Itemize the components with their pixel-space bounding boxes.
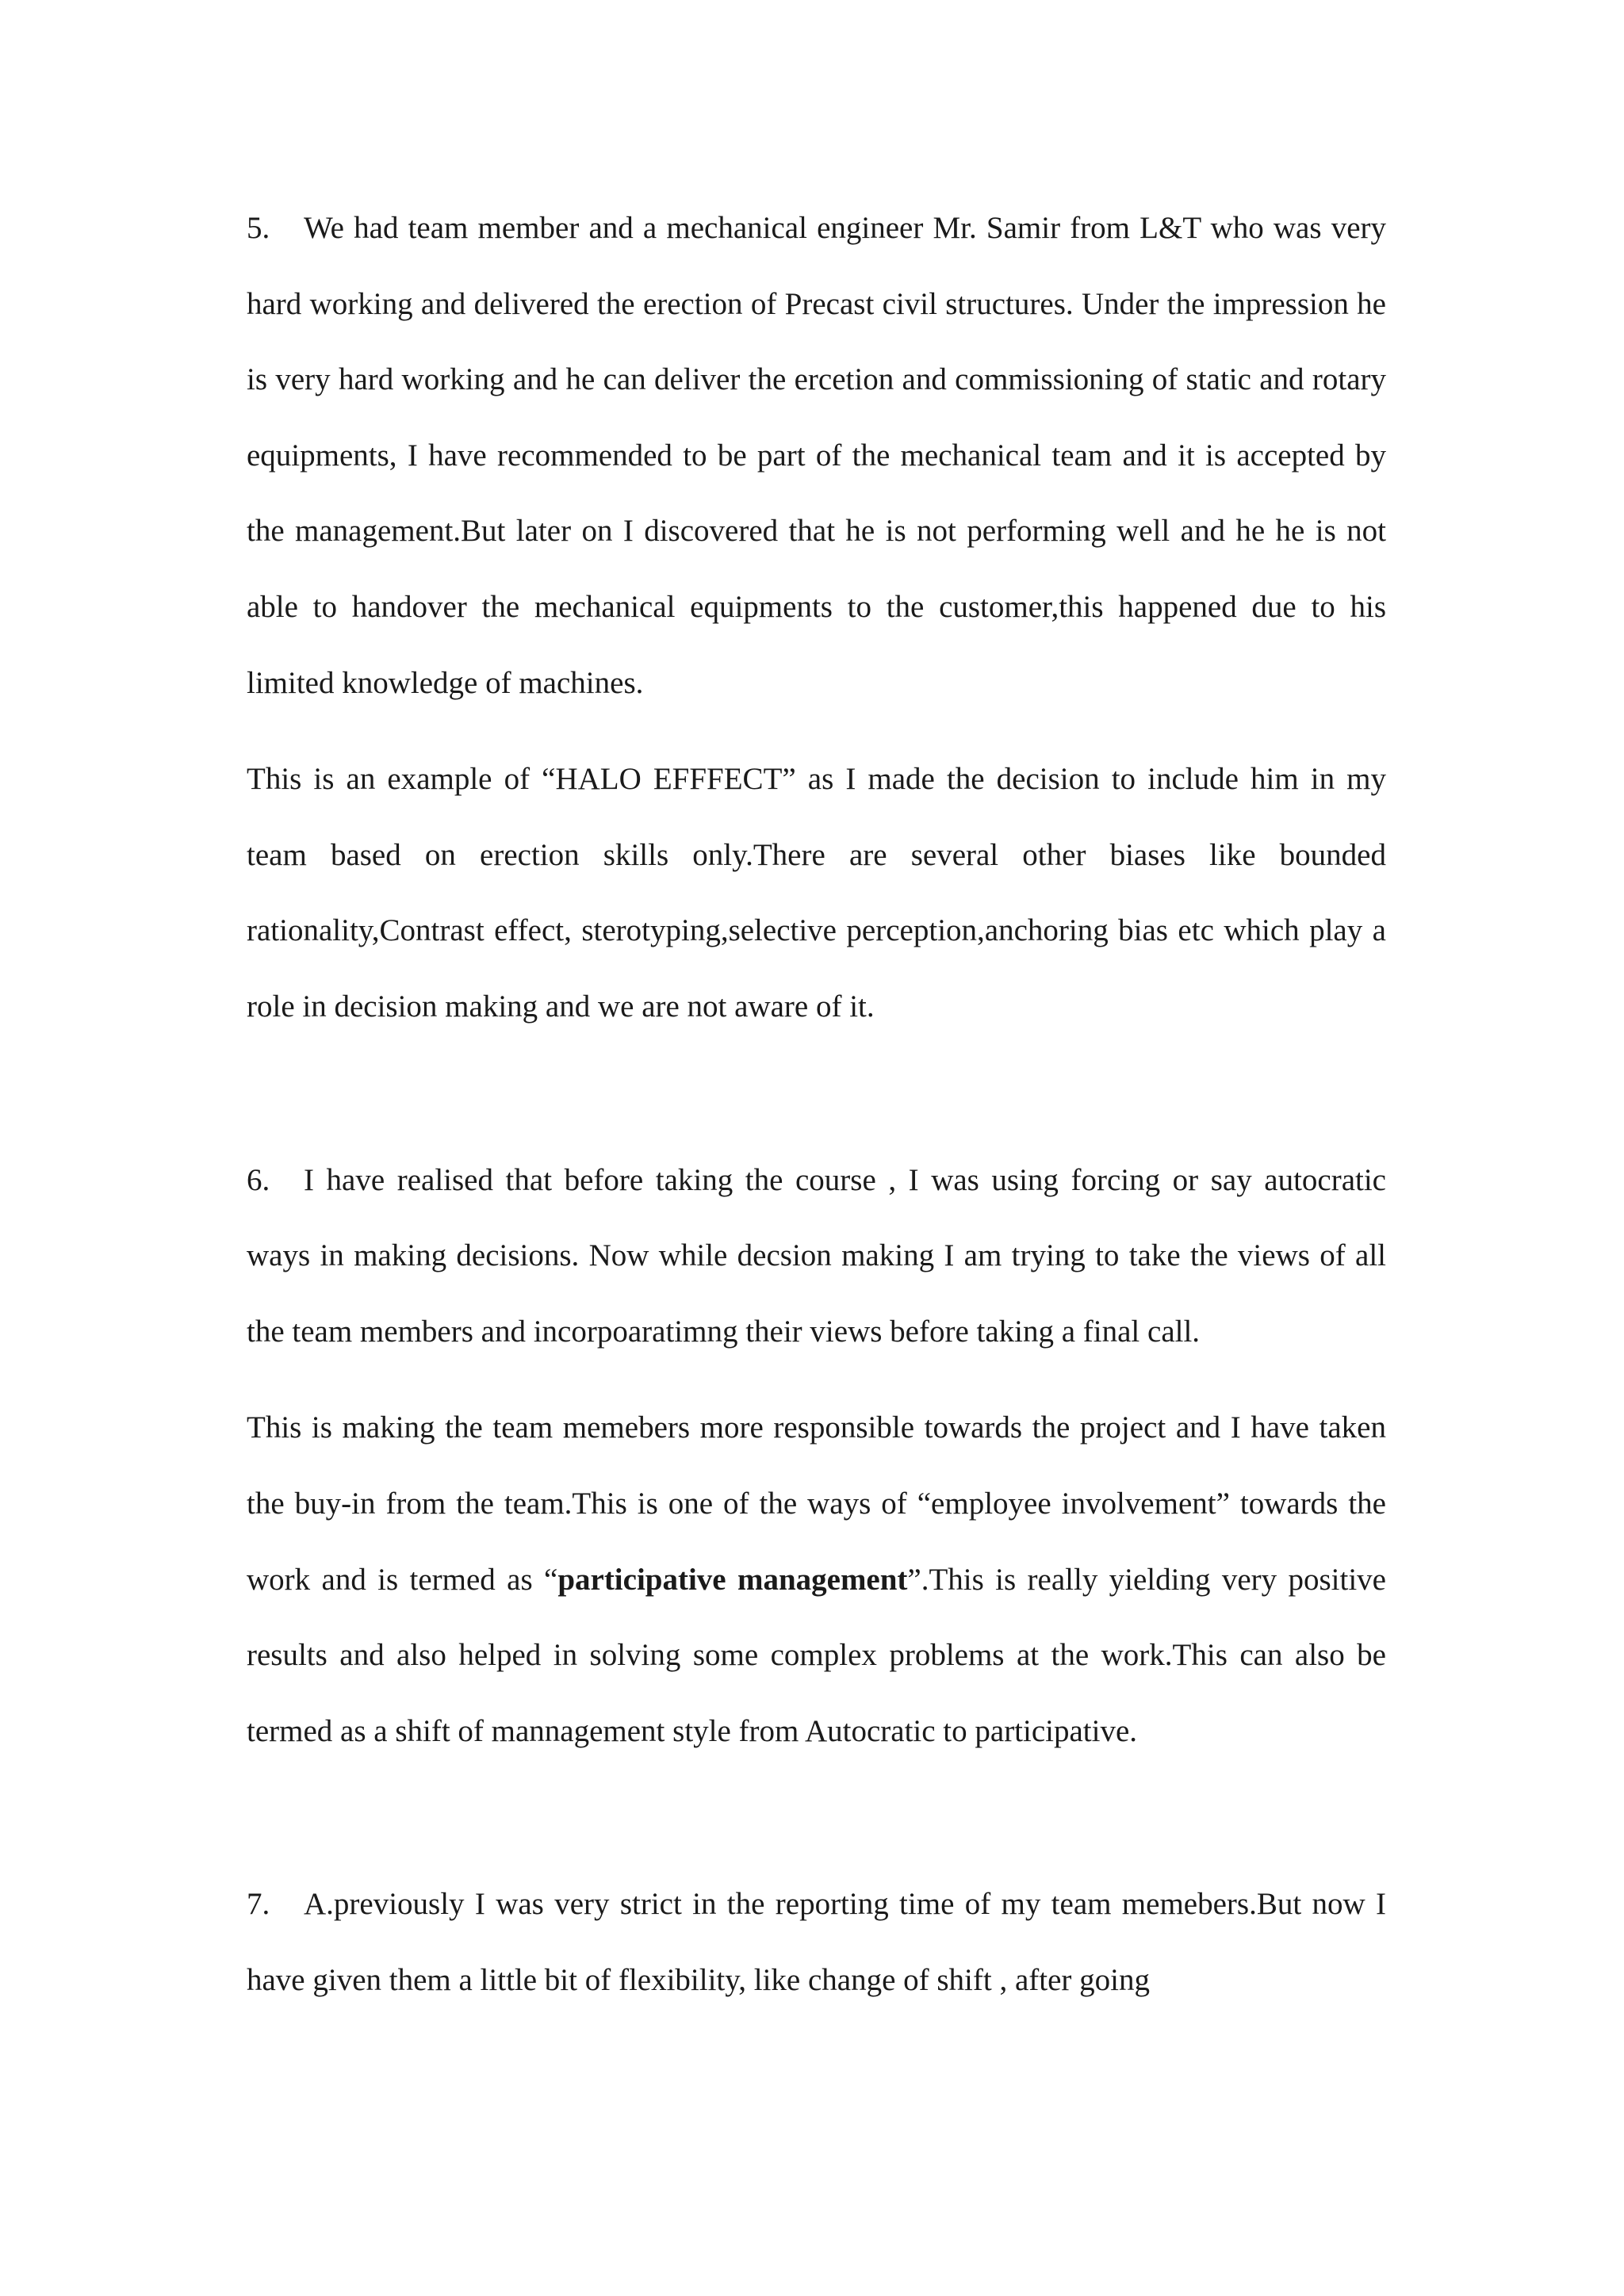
item-5-number: 5. [247, 211, 270, 245]
item-7-paragraph [247, 1866, 1386, 2018]
item-5-paragraph [247, 190, 1386, 721]
item-6-followup-after: ”.This is really yielding very positive results and also helped in solving some complex problems at the work.This can also be termed as a shift of mannagement style from Autocratic to participative. [247, 1562, 1386, 1748]
item-6-paragraph [247, 1142, 1386, 1370]
item-6-bold-term: participative management [557, 1562, 908, 1597]
item-6-text: I have realised that before taking the course , I was using forcing or say autocratic ways in making decisions. Now while decsion making I am trying to take the views of all the team members and incorpoaratimng their views before taking a final call. [247, 1162, 1386, 1349]
item-7-text: A.previously I was very strict in the reporting time of my team memebers.But now I have given them a little bit of flexibility, like change of shift , after going [247, 1887, 1386, 1997]
item-6-followup-paragraph [247, 1390, 1386, 1769]
item-7-number: 7. [247, 1887, 270, 1922]
item-6-number: 6. [247, 1162, 270, 1197]
document-page [247, 190, 1386, 2018]
item-5-followup-paragraph: This is an example of “HALO EFFFECT” as I made the decision to include him in my team based on erection skills only.There are several other biases like bounded rationality,Contrast effect, sterotyping,selective perception,anchoring bias etc which play a role in decision making and we are not aware of it. [247, 762, 1386, 1024]
item-5-text: We had team member and a mechanical engineer Mr. Samir from L&T who was very hard working and delivered the erection of Precast civil structures. Under the impression he is very hard working and he can deliver the ercetion and commissioning of static and rotary equipments, I have recommended to be part of the mechanical team and it is accepted by the management.But later on I discovered that he is not performing well and he he is not able to handover the mechanical equipments to the customer,this happened due to his limited knowledge of machines. [247, 211, 1386, 700]
item-6-followup-before: This is making the team memebers more responsible towards the project and I have taken the buy-in from the team.This is one of the ways of “employee involvement” towards the work and is termed as “ [247, 1410, 1386, 1597]
